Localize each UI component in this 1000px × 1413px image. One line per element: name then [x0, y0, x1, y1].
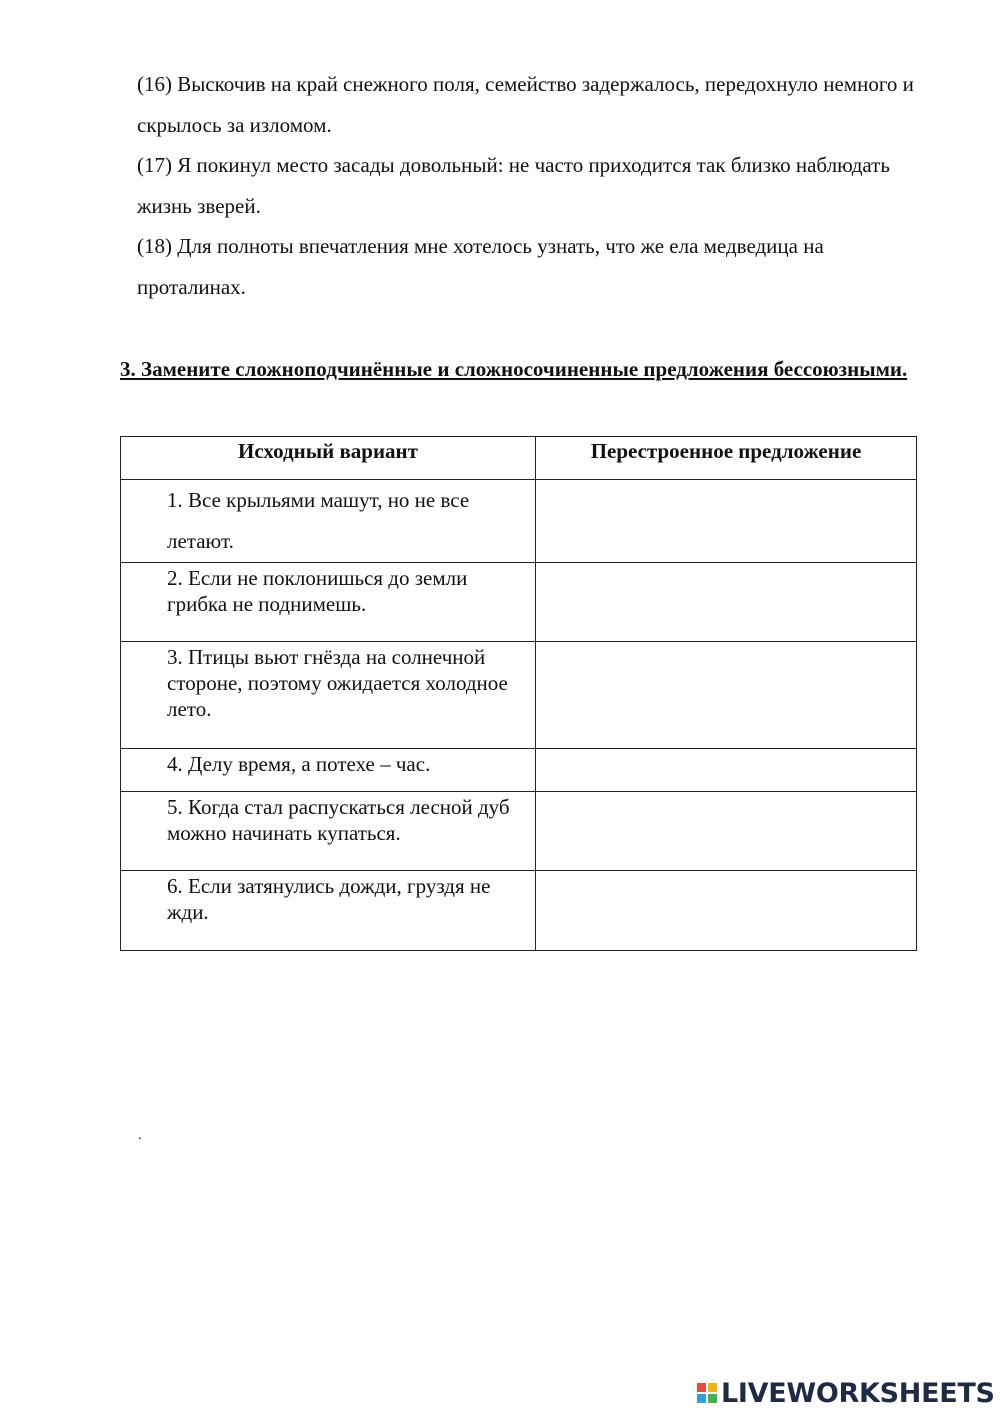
logo-square-v: [697, 1394, 706, 1403]
answer-cell[interactable]: [536, 749, 917, 792]
answer-table: [120, 436, 917, 951]
answer-cell[interactable]: [536, 480, 917, 563]
table-row: [121, 792, 917, 871]
row-number: 3.: [167, 645, 183, 669]
table-row: [121, 749, 917, 792]
header-rebuilt: Перестроенное предложение: [536, 437, 917, 480]
answer-cell[interactable]: [536, 563, 917, 642]
header-source: Исходный вариант: [121, 437, 536, 480]
table-row: [121, 563, 917, 642]
row-number: 5.: [167, 795, 183, 819]
source-sentence: Птицы вьют гнёзда на солнечной стороне, поэтому ожидается холодное лето.: [167, 645, 508, 721]
stray-dot: .: [138, 1128, 142, 1143]
answer-cell[interactable]: [536, 792, 917, 871]
answer-cell[interactable]: [536, 642, 917, 749]
source-sentence: Делу время, а потехе – час.: [188, 752, 431, 776]
paragraph-17: (17) Я покинул место засады довольный: не часто приходится так близко наблюдать жизнь зверей.: [137, 153, 890, 218]
logo-square-l: [697, 1383, 706, 1392]
row-number: 1.: [167, 488, 183, 512]
source-cell: [121, 480, 536, 563]
row-number: 6.: [167, 874, 183, 898]
logo-square-i: [708, 1383, 717, 1392]
source-sentence: Когда стал распускаться лесной дуб можно начинать купаться.: [167, 795, 510, 845]
liveworksheets-logo: [697, 1376, 995, 1410]
source-sentence: Если затянулись дожди, груздя не жди.: [167, 874, 491, 924]
paragraph-18: (18) Для полноты впечатления мне хотелось узнать, что же ела медведица на проталинах.: [137, 234, 824, 299]
paragraph-16: (16) Выскочив на край снежного поля, семейство задержалось, передохнуло немного и скрылось за изломом.: [137, 72, 914, 137]
source-cell: [121, 871, 536, 951]
table-row: [121, 871, 917, 951]
table-row: [121, 480, 917, 563]
row-number: 2.: [167, 566, 183, 590]
source-sentence: Все крыльями машут, но не все летают.: [167, 488, 470, 553]
source-sentence: Если не поклонишься до земли грибка не поднимешь.: [167, 566, 468, 616]
logo-square-e: [708, 1394, 717, 1403]
source-cell: [121, 642, 536, 749]
row-number: 4.: [167, 752, 183, 776]
answer-cell[interactable]: [536, 871, 917, 951]
logo-grid-icon: [697, 1383, 717, 1403]
table-header-row: [121, 437, 917, 480]
source-cell: [121, 792, 536, 871]
source-cell: [121, 749, 536, 792]
source-cell: [121, 563, 536, 642]
task-heading: 3. Замените сложноподчинённые и сложносочиненные предложения бессоюзными.: [120, 357, 908, 381]
table-row: [121, 642, 917, 749]
logo-wordmark: LIVEWORKSHEETS: [721, 1377, 995, 1409]
